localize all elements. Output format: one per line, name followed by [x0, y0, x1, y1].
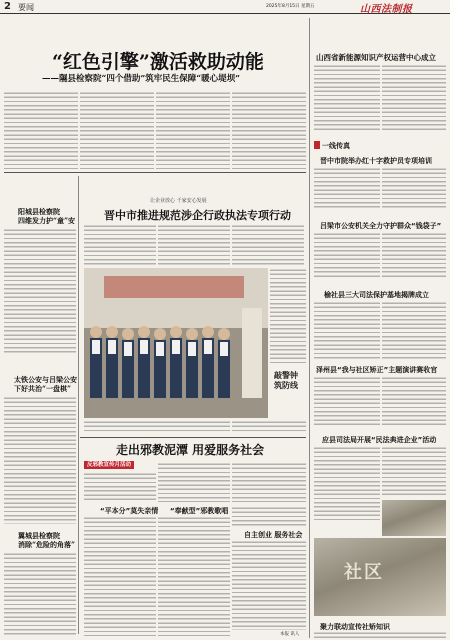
right-story-5-title: 泽州县“我与社区矫正”主题演讲赛收官 [316, 366, 438, 374]
bottom-intro-col-3 [232, 462, 306, 502]
bottom-title: 走出邪教泥潭 用爱服务社会 [116, 443, 265, 457]
left-story-2-subtitle: 下好共治“一盘棋” [14, 384, 72, 393]
bottom-intro-col-2 [158, 462, 230, 502]
feature-text-bottom [84, 420, 230, 434]
feature-text-col-4 [270, 268, 306, 364]
col-b-text [158, 516, 230, 636]
right-photo-small [382, 500, 446, 536]
section-flag-label: 一线传真 [322, 142, 350, 150]
right-story-1-title: 山西省新能源知识产权运营中心成立 [316, 53, 436, 62]
bottom-intro-col-1 [84, 472, 156, 502]
section-flag-marker [314, 141, 320, 149]
right-story-3-text-b [382, 232, 446, 278]
right-story-7-text [314, 631, 446, 639]
bottom-divider [80, 437, 306, 438]
right-story-6-text-b [382, 446, 446, 498]
lead-text-col-1 [4, 91, 78, 169]
lead-subtitle: ——隰县检察院“四个借助”筑牢民生保障“暖心堤坝” [42, 74, 241, 84]
col-c-text [232, 540, 306, 630]
feature-kicker: 让企业放心 千家安心发展 [150, 198, 207, 204]
lead-title: “红色引擎”激活救助动能 [52, 51, 264, 73]
feature-text-col-1 [84, 224, 156, 266]
lead-text-col-4 [232, 91, 306, 169]
right-story-6-title: 应县司法局开展“民法典进企业”活动 [322, 436, 437, 444]
right-story-6-text-a [314, 446, 380, 522]
col-c-text-top [232, 506, 306, 526]
left-story-3-subtitle: 消除“危险的角落” [18, 540, 76, 549]
feature-caption-lines [232, 420, 306, 434]
right-story-7-title: 聚力联动宣传社矫知识 [320, 623, 390, 631]
photo-caption-headline: 敲警钟 筑防线 [274, 370, 298, 390]
right-story-1-text-a [314, 64, 380, 132]
feature-title: 晋中市推进规范涉企行政执法专项行动 [104, 209, 291, 222]
left-story-1-title: 阳城县检察院 [18, 207, 60, 216]
police-group-illustration [84, 268, 268, 418]
lead-text-col-3 [156, 91, 230, 169]
newspaper-logo: 山西法制报 [360, 4, 413, 15]
left-column-divider [78, 176, 79, 634]
col-c-title: 自主创业 服务社会 [244, 531, 303, 539]
right-story-3-title: 吕梁市公安机关全力守护群众“钱袋子” [320, 222, 442, 230]
col-b-title: “奉献型”邪教歌唱 [170, 507, 229, 515]
bottom-byline: 本报 讯人 [280, 632, 300, 637]
right-story-1-text-b [382, 64, 446, 132]
banner-sign-text: 社区 [344, 562, 384, 583]
right-column-divider [309, 18, 310, 638]
section-name: 要闻 [18, 3, 34, 12]
feature-text-col-3 [232, 224, 304, 266]
col-a-text [84, 516, 156, 636]
left-story-1-subtitle: 四维发力护“童”安 [18, 216, 76, 225]
right-story-2-text-a [314, 167, 380, 209]
left-story-2-text [4, 396, 76, 524]
left-story-2-title: 太铁公安与吕梁公安 [14, 375, 77, 384]
column-badge: 反邪教宣传月活动 [84, 461, 134, 469]
right-story-4-text-b [382, 301, 446, 359]
right-story-3-text-a [314, 232, 380, 278]
right-story-2-text-b [382, 167, 446, 209]
page-number: 2 [4, 1, 11, 12]
right-story-5-text-b [382, 376, 446, 426]
right-story-4-title: 榆社县三大司法保护基地揭牌成立 [324, 291, 429, 299]
lead-divider [4, 172, 306, 173]
right-story-4-text-a [314, 301, 380, 359]
right-photo-banner [314, 538, 446, 616]
right-story-5-text-a [314, 376, 380, 426]
left-story-1-text [4, 228, 76, 354]
left-story-3-title: 翼城县检察院 [18, 531, 60, 540]
feature-text-col-2 [158, 224, 230, 266]
lead-text-col-2 [80, 91, 154, 169]
col-a-title: “平本分”莫失亲情 [100, 507, 159, 515]
left-story-3-text [4, 552, 76, 636]
feature-photo [84, 268, 268, 418]
issue-date: 2025年8月15日 星期五 [266, 4, 315, 9]
right-story-2-title: 晋中市院举办红十字救护员专项培训 [320, 157, 432, 165]
